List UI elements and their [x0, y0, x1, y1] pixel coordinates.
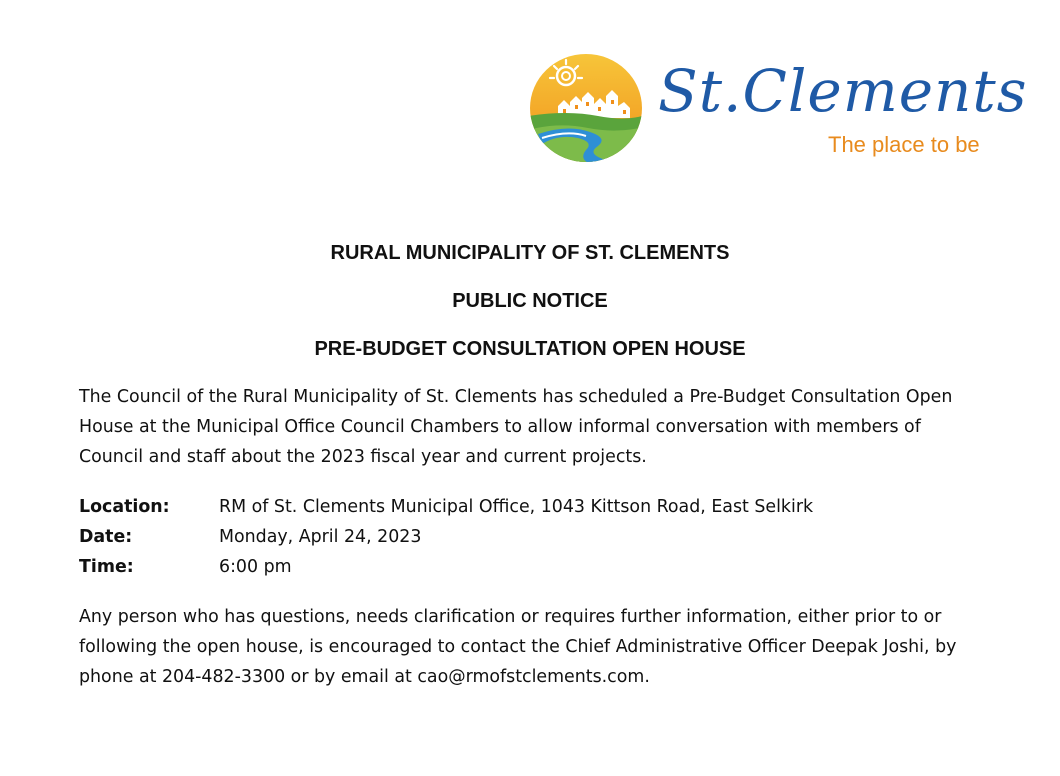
heading-organization: RURAL MUNICIPALITY OF ST. CLEMENTS	[330, 242, 730, 264]
st-clements-emblem-icon	[528, 52, 648, 168]
brand-name: St.Clements	[658, 57, 1028, 125]
detail-row-time	[79, 552, 979, 582]
location-value: RM of St. Clements Municipal Office, 1043 Kittson Road, East Selkirk	[219, 497, 814, 517]
time-value: 6:00 pm	[219, 557, 292, 577]
intro-line: House at the Municipal Office Council Chambers to allow informal conversation with members of	[79, 417, 921, 437]
contact-paragraph	[79, 602, 979, 692]
detail-row-date	[79, 522, 979, 552]
time-label: Time:	[79, 557, 134, 577]
intro-paragraph	[79, 382, 979, 472]
contact-line: phone at 204-482-3300 or by email at cao@rmofstclements.com.	[79, 667, 650, 687]
brand-tagline: The place to be	[828, 132, 980, 157]
date-value: Monday, April 24, 2023	[219, 527, 422, 547]
detail-row-location	[79, 492, 979, 522]
date-label: Date:	[79, 527, 133, 547]
intro-line: Council and staff about the 2023 fiscal year and current projects.	[79, 447, 647, 467]
st-clements-logo	[528, 52, 1028, 172]
heading-event-title: PRE-BUDGET CONSULTATION OPEN HOUSE	[314, 338, 746, 360]
heading-notice-type: PUBLIC NOTICE	[452, 290, 608, 312]
event-details	[79, 492, 979, 582]
intro-line: The Council of the Rural Municipality of St. Clements has scheduled a Pre-Budget Consultation Open	[79, 387, 953, 407]
location-label: Location:	[79, 497, 170, 517]
contact-line: following the open house, is encouraged to contact the Chief Administrative Officer Deepak Joshi, by	[79, 637, 957, 657]
contact-line: Any person who has questions, needs clarification or requires further information, either prior to or	[79, 607, 942, 627]
